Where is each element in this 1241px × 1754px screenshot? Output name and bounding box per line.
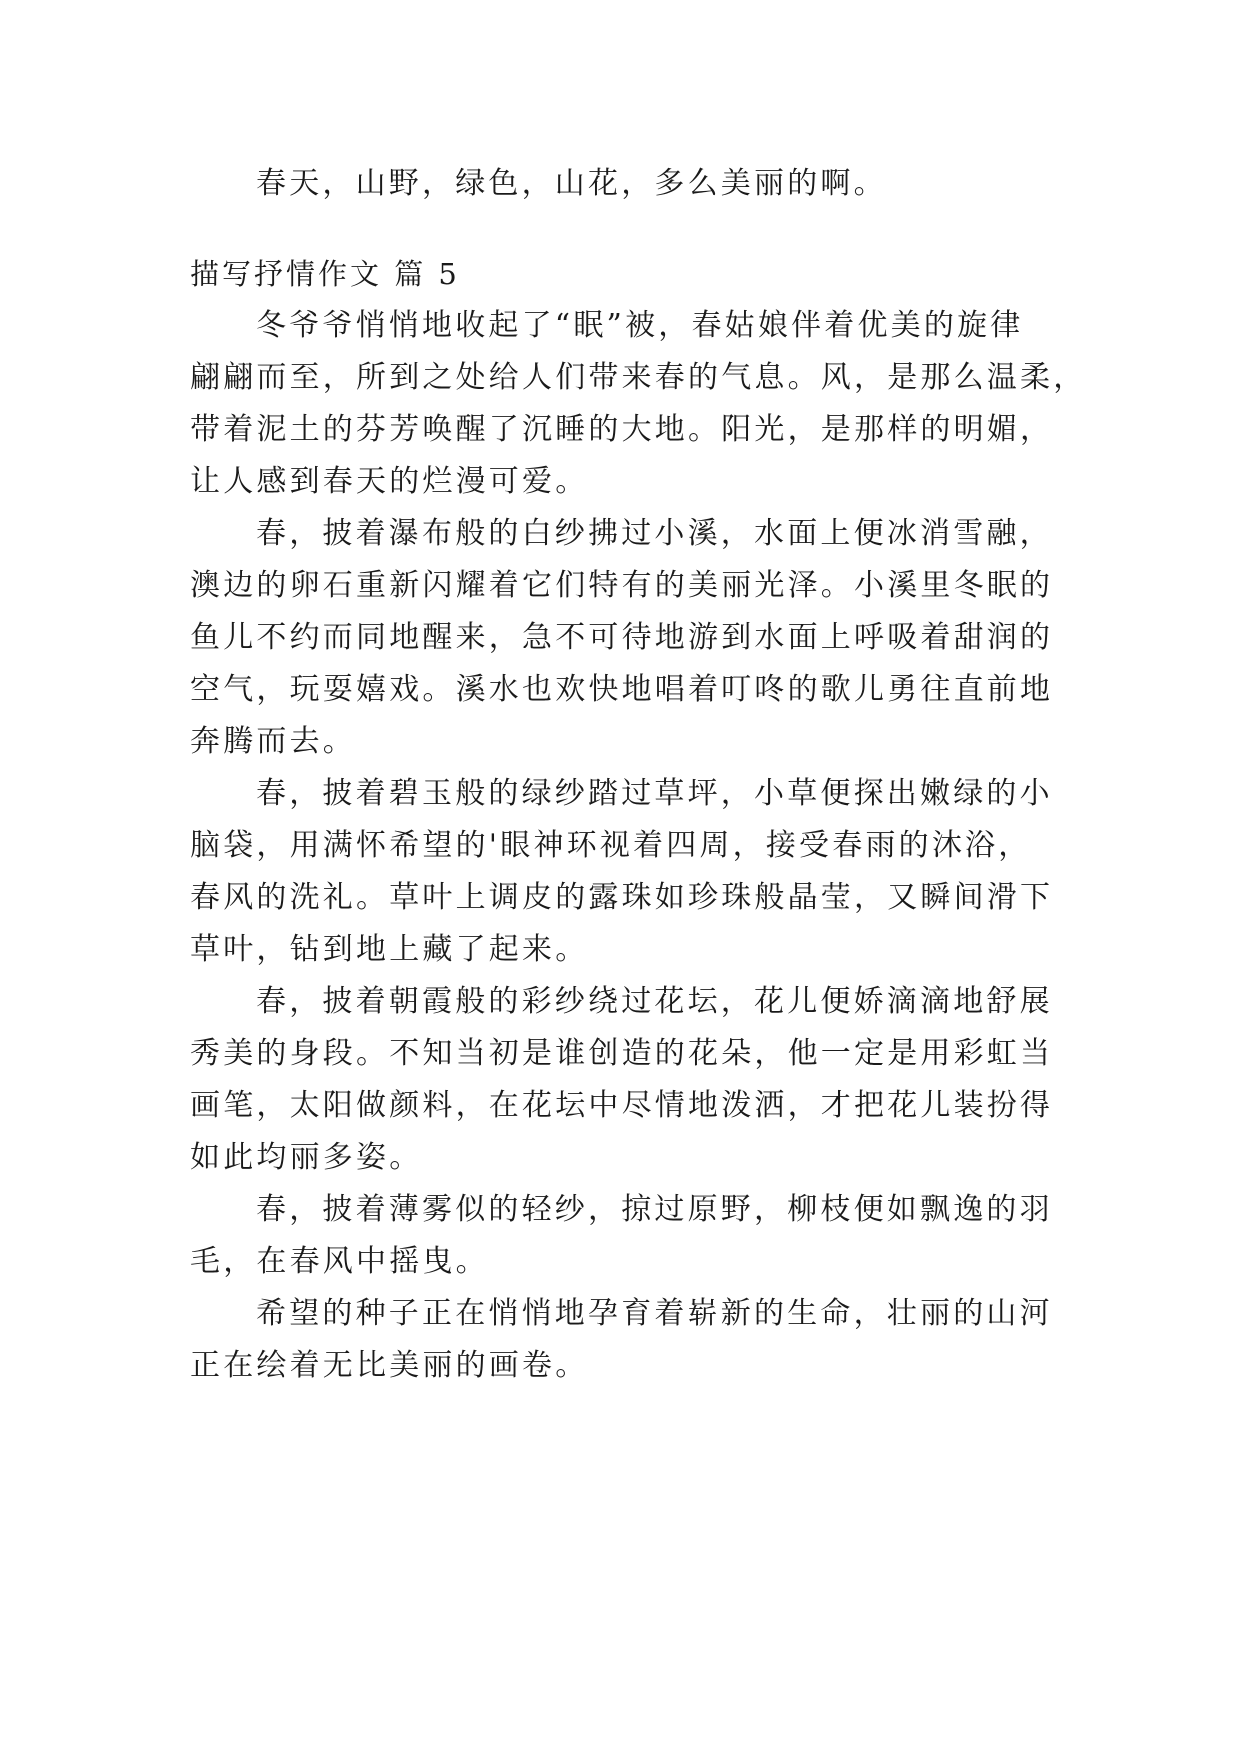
paragraph-line: 冬爷爷悄悄地收起了“眠”被，春姑娘伴着优美的旋律 xyxy=(256,308,1024,343)
paragraph-line: 春天，山野，绿色，山花，多么美丽的啊。 xyxy=(256,166,887,201)
paragraph-line: 空气，玩耍嬉戏。溪水也欢快地唱着叮咚的歌儿勇往直前地 xyxy=(190,672,1054,707)
paragraph-line: 脑袋，用满怀希望的'眼神环视着四周，接受春雨的沐浴， xyxy=(190,828,1032,863)
paragraph-line: 春风的洗礼。草叶上调皮的露珠如珍珠般晶莹，又瞬间滑下 xyxy=(190,880,1054,915)
paragraph-line: 带着泥土的芬芳唤醒了沉睡的大地。阳光，是那样的明媚， xyxy=(190,412,1054,447)
paragraph-line: 奔腾而去。 xyxy=(190,724,356,759)
paragraph-line: 春，披着朝霞般的彩纱绕过花坛，花儿便娇滴滴地舒展 xyxy=(256,984,1053,1019)
paragraph-line: 春，披着瀑布般的白纱拂过小溪，水面上便冰消雪融， xyxy=(256,516,1053,551)
paragraph-line: 正在绘着无比美丽的画卷。 xyxy=(190,1348,589,1383)
paragraph-line: 翩翩而至，所到之处给人们带来春的气息。风，是那么温柔， xyxy=(190,360,1087,395)
paragraph-line: 毛，在春风中摇曳。 xyxy=(190,1244,489,1279)
paragraph-line: 草叶，钻到地上藏了起来。 xyxy=(190,932,589,967)
section-heading: 描写抒情作文 篇 5 xyxy=(190,257,460,291)
paragraph-line: 澳边的卵石重新闪耀着它们特有的美丽光泽。小溪里冬眠的 xyxy=(190,568,1054,603)
paragraph-line: 如此均丽多姿。 xyxy=(190,1140,423,1175)
paragraph-line: 鱼儿不约而同地醒来，急不可待地游到水面上呼吸着甜润的 xyxy=(190,620,1054,655)
paragraph-line: 让人感到春天的烂漫可爱。 xyxy=(190,464,589,499)
paragraph-line: 春，披着薄雾似的轻纱，掠过原野，柳枝便如飘逸的羽 xyxy=(256,1192,1053,1227)
paragraph-line: 画笔，太阳做颜料，在花坛中尽情地泼洒，才把花儿装扮得 xyxy=(190,1088,1054,1123)
paragraph-line: 希望的种子正在悄悄地孕育着崭新的生命，壮丽的山河 xyxy=(256,1296,1053,1331)
paragraph-line: 春，披着碧玉般的绿纱踏过草坪，小草便探出嫩绿的小 xyxy=(256,776,1053,811)
paragraph-line: 秀美的身段。不知当初是谁创造的花朵，他一定是用彩虹当 xyxy=(190,1036,1054,1071)
